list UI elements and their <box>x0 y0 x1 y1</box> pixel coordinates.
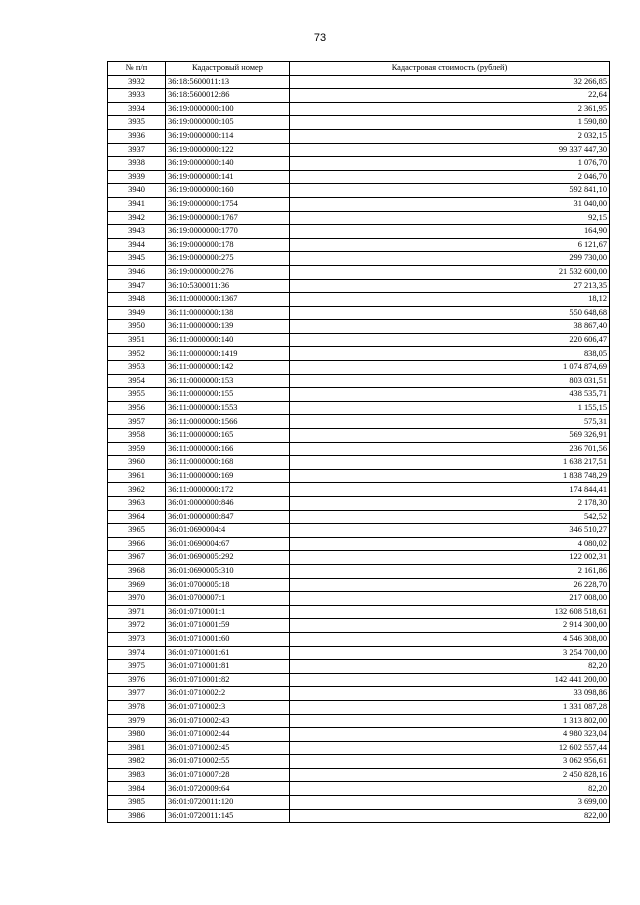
cadastral-number: 36:01:0720011:145 <box>166 809 290 823</box>
row-number: 3936 <box>108 129 166 143</box>
cadastral-number: 36:01:0710002:55 <box>166 755 290 769</box>
table-row <box>108 374 610 388</box>
row-number: 3958 <box>108 429 166 443</box>
header-cadastral-number: Кадастровый номер <box>166 62 290 76</box>
row-number: 3956 <box>108 401 166 415</box>
cadastral-value: 122 002,31 <box>290 551 610 565</box>
cadastral-number: 36:01:0710001:81 <box>166 660 290 674</box>
cadastral-number: 36:11:0000000:168 <box>166 456 290 470</box>
row-number: 3942 <box>108 211 166 225</box>
table-row <box>108 714 610 728</box>
row-number: 3955 <box>108 388 166 402</box>
cadastral-number: 36:11:0000000:169 <box>166 469 290 483</box>
cadastral-value: 592 841,10 <box>290 184 610 198</box>
cadastral-number: 36:01:0720009:64 <box>166 782 290 796</box>
cadastral-value: 1 313 802,00 <box>290 714 610 728</box>
row-number: 3986 <box>108 809 166 823</box>
cadastral-number: 36:01:0000000:846 <box>166 497 290 511</box>
cadastral-number: 36:19:0000000:105 <box>166 116 290 130</box>
cadastral-value: 2 450 828,16 <box>290 768 610 782</box>
cadastral-value: 99 337 447,30 <box>290 143 610 157</box>
cadastral-number: 36:01:0700007:1 <box>166 592 290 606</box>
table-row <box>108 605 610 619</box>
table-row <box>108 211 610 225</box>
cadastral-number: 36:01:0710002:44 <box>166 728 290 742</box>
cadastral-value: 142 441 200,00 <box>290 673 610 687</box>
table-row <box>108 524 610 538</box>
table-row <box>108 388 610 402</box>
table-row <box>108 741 610 755</box>
cadastral-value: 21 532 600,00 <box>290 265 610 279</box>
table-row <box>108 197 610 211</box>
cadastral-value: 4 080,02 <box>290 537 610 551</box>
table-row <box>108 116 610 130</box>
cadastral-number: 36:11:0000000:166 <box>166 442 290 456</box>
cadastral-number: 36:01:0710002:2 <box>166 687 290 701</box>
cadastral-value: 1 074 874,69 <box>290 361 610 375</box>
table-row <box>108 75 610 89</box>
table-row <box>108 333 610 347</box>
cadastral-value: 2 161,86 <box>290 564 610 578</box>
cadastral-value: 550 648,68 <box>290 306 610 320</box>
row-number: 3981 <box>108 741 166 755</box>
row-number: 3939 <box>108 170 166 184</box>
row-number: 3954 <box>108 374 166 388</box>
cadastral-value: 22,64 <box>290 89 610 103</box>
table-row <box>108 306 610 320</box>
row-number: 3945 <box>108 252 166 266</box>
cadastral-number: 36:11:0000000:1553 <box>166 401 290 415</box>
cadastral-value: 164,90 <box>290 225 610 239</box>
cadastral-value: 217 008,00 <box>290 592 610 606</box>
cadastral-number: 36:11:0000000:172 <box>166 483 290 497</box>
table-row <box>108 768 610 782</box>
table-row <box>108 809 610 823</box>
row-number: 3951 <box>108 333 166 347</box>
cadastral-number: 36:01:0710001:61 <box>166 646 290 660</box>
row-number: 3946 <box>108 265 166 279</box>
row-number: 3960 <box>108 456 166 470</box>
row-number: 3944 <box>108 238 166 252</box>
table-row <box>108 660 610 674</box>
cadastral-number: 36:18:5600011:13 <box>166 75 290 89</box>
table-row <box>108 782 610 796</box>
row-number: 3938 <box>108 157 166 171</box>
row-number: 3950 <box>108 320 166 334</box>
table-row <box>108 184 610 198</box>
table-row <box>108 592 610 606</box>
table-row <box>108 252 610 266</box>
row-number: 3982 <box>108 755 166 769</box>
row-number: 3947 <box>108 279 166 293</box>
cadastral-number: 36:19:0000000:1767 <box>166 211 290 225</box>
table-body <box>108 75 610 823</box>
cadastral-value: 3 062 956,61 <box>290 755 610 769</box>
cadastral-value: 27 213,35 <box>290 279 610 293</box>
row-number: 3965 <box>108 524 166 538</box>
row-number: 3968 <box>108 564 166 578</box>
cadastral-value: 1 155,15 <box>290 401 610 415</box>
row-number: 3963 <box>108 497 166 511</box>
row-number: 3952 <box>108 347 166 361</box>
row-number: 3979 <box>108 714 166 728</box>
cadastral-number: 36:10:5300011:36 <box>166 279 290 293</box>
cadastral-number: 36:11:0000000:142 <box>166 361 290 375</box>
cadastral-value: 822,00 <box>290 809 610 823</box>
cadastral-number: 36:01:0710001:1 <box>166 605 290 619</box>
cadastral-value: 838,05 <box>290 347 610 361</box>
table-row <box>108 157 610 171</box>
cadastral-value: 12 602 557,44 <box>290 741 610 755</box>
row-number: 3937 <box>108 143 166 157</box>
cadastral-value: 132 608 518,61 <box>290 605 610 619</box>
cadastral-number: 36:01:0710002:43 <box>166 714 290 728</box>
table-row <box>108 442 610 456</box>
cadastral-number: 36:11:0000000:1566 <box>166 415 290 429</box>
cadastral-value: 31 040,00 <box>290 197 610 211</box>
cadastral-value: 82,20 <box>290 660 610 674</box>
cadastral-value: 2 361,95 <box>290 102 610 116</box>
cadastral-value: 1 638 217,51 <box>290 456 610 470</box>
table-row <box>108 497 610 511</box>
table-row <box>108 796 610 810</box>
row-number: 3957 <box>108 415 166 429</box>
cadastral-value: 3 699,00 <box>290 796 610 810</box>
header-cadastral-value: Кадастровая стоимость (рублей) <box>290 62 610 76</box>
cadastral-number: 36:19:0000000:114 <box>166 129 290 143</box>
cadastral-value: 92,15 <box>290 211 610 225</box>
table-row <box>108 102 610 116</box>
cadastral-number: 36:19:0000000:140 <box>166 157 290 171</box>
table-row <box>108 279 610 293</box>
row-number: 3967 <box>108 551 166 565</box>
cadastral-number: 36:19:0000000:100 <box>166 102 290 116</box>
cadastral-value: 18,12 <box>290 293 610 307</box>
table-row <box>108 578 610 592</box>
cadastral-value: 575,31 <box>290 415 610 429</box>
row-number: 3940 <box>108 184 166 198</box>
row-number: 3978 <box>108 700 166 714</box>
table-row <box>108 632 610 646</box>
table-row <box>108 673 610 687</box>
cadastral-number: 36:19:0000000:275 <box>166 252 290 266</box>
table-row <box>108 700 610 714</box>
row-number: 3970 <box>108 592 166 606</box>
cadastral-number: 36:01:0690005:292 <box>166 551 290 565</box>
header-row <box>108 62 610 76</box>
cadastral-value: 33 098,86 <box>290 687 610 701</box>
cadastral-number: 36:19:0000000:122 <box>166 143 290 157</box>
table-row <box>108 456 610 470</box>
cadastral-value: 38 867,40 <box>290 320 610 334</box>
row-number: 3977 <box>108 687 166 701</box>
table-row <box>108 129 610 143</box>
row-number: 3935 <box>108 116 166 130</box>
table-row <box>108 143 610 157</box>
table-row <box>108 361 610 375</box>
cadastral-value: 6 121,67 <box>290 238 610 252</box>
table-row <box>108 265 610 279</box>
table-header <box>108 62 610 76</box>
table-row <box>108 401 610 415</box>
cadastral-value: 236 701,56 <box>290 442 610 456</box>
table-row <box>108 619 610 633</box>
cadastral-value: 438 535,71 <box>290 388 610 402</box>
cadastral-number: 36:11:0000000:138 <box>166 306 290 320</box>
table-row <box>108 415 610 429</box>
row-number: 3962 <box>108 483 166 497</box>
row-number: 3966 <box>108 537 166 551</box>
cadastral-number: 36:19:0000000:276 <box>166 265 290 279</box>
cadastral-value: 1 331 087,28 <box>290 700 610 714</box>
cadastral-number: 36:01:0710002:45 <box>166 741 290 755</box>
table-row <box>108 755 610 769</box>
cadastral-value: 542,52 <box>290 510 610 524</box>
row-number: 3941 <box>108 197 166 211</box>
table-row <box>108 483 610 497</box>
row-number: 3973 <box>108 632 166 646</box>
table-row <box>108 469 610 483</box>
table-row <box>108 320 610 334</box>
cadastral-value: 346 510,27 <box>290 524 610 538</box>
page-number: 73 <box>313 32 327 44</box>
cadastral-number: 36:18:5600012:86 <box>166 89 290 103</box>
row-number: 3969 <box>108 578 166 592</box>
table-row <box>108 429 610 443</box>
cadastral-number: 36:11:0000000:153 <box>166 374 290 388</box>
table-row <box>108 551 610 565</box>
cadastral-number: 36:11:0000000:139 <box>166 320 290 334</box>
row-number: 3980 <box>108 728 166 742</box>
cadastral-number: 36:11:0000000:165 <box>166 429 290 443</box>
cadastral-value: 2 032,15 <box>290 129 610 143</box>
table-row <box>108 510 610 524</box>
cadastral-number: 36:11:0000000:140 <box>166 333 290 347</box>
row-number: 3953 <box>108 361 166 375</box>
cadastral-value-table <box>107 61 610 823</box>
cadastral-number: 36:01:0700005:18 <box>166 578 290 592</box>
row-number: 3972 <box>108 619 166 633</box>
cadastral-number: 36:11:0000000:1419 <box>166 347 290 361</box>
row-number: 3964 <box>108 510 166 524</box>
cadastral-value: 1 076,70 <box>290 157 610 171</box>
row-number: 3974 <box>108 646 166 660</box>
row-number: 3948 <box>108 293 166 307</box>
table-row <box>108 170 610 184</box>
cadastral-value: 803 031,51 <box>290 374 610 388</box>
cadastral-value: 82,20 <box>290 782 610 796</box>
row-number: 3961 <box>108 469 166 483</box>
cadastral-value: 32 266,85 <box>290 75 610 89</box>
table-row <box>108 537 610 551</box>
cadastral-number: 36:11:0000000:1367 <box>166 293 290 307</box>
cadastral-number: 36:01:0690004:4 <box>166 524 290 538</box>
cadastral-number: 36:01:0690005:310 <box>166 564 290 578</box>
cadastral-number: 36:01:0710002:3 <box>166 700 290 714</box>
row-number: 3959 <box>108 442 166 456</box>
table-row <box>108 293 610 307</box>
cadastral-value: 4 546 308,00 <box>290 632 610 646</box>
cadastral-value: 26 228,70 <box>290 578 610 592</box>
cadastral-value: 569 326,91 <box>290 429 610 443</box>
table-row <box>108 687 610 701</box>
table-row <box>108 225 610 239</box>
cadastral-number: 36:01:0720011:120 <box>166 796 290 810</box>
row-number: 3985 <box>108 796 166 810</box>
row-number: 3949 <box>108 306 166 320</box>
cadastral-value: 4 980 323,04 <box>290 728 610 742</box>
header-row-number: № п/п <box>108 62 166 76</box>
table-row <box>108 564 610 578</box>
cadastral-number: 36:19:0000000:1770 <box>166 225 290 239</box>
cadastral-number: 36:01:0710001:82 <box>166 673 290 687</box>
cadastral-value: 1 590,80 <box>290 116 610 130</box>
row-number: 3983 <box>108 768 166 782</box>
table-row <box>108 347 610 361</box>
row-number: 3984 <box>108 782 166 796</box>
table-row <box>108 89 610 103</box>
row-number: 3943 <box>108 225 166 239</box>
table-row <box>108 728 610 742</box>
cadastral-value: 299 730,00 <box>290 252 610 266</box>
cadastral-value: 220 606,47 <box>290 333 610 347</box>
cadastral-number: 36:01:0690004:67 <box>166 537 290 551</box>
cadastral-number: 36:19:0000000:1754 <box>166 197 290 211</box>
cadastral-value: 2 178,30 <box>290 497 610 511</box>
cadastral-number: 36:19:0000000:141 <box>166 170 290 184</box>
row-number: 3971 <box>108 605 166 619</box>
cadastral-number: 36:19:0000000:160 <box>166 184 290 198</box>
table-row <box>108 646 610 660</box>
row-number: 3975 <box>108 660 166 674</box>
cadastral-value: 3 254 700,00 <box>290 646 610 660</box>
row-number: 3934 <box>108 102 166 116</box>
cadastral-number: 36:11:0000000:155 <box>166 388 290 402</box>
cadastral-number: 36:01:0710007:28 <box>166 768 290 782</box>
row-number: 3932 <box>108 75 166 89</box>
cadastral-value: 174 844,41 <box>290 483 610 497</box>
cadastral-number: 36:01:0000000:847 <box>166 510 290 524</box>
cadastral-number: 36:01:0710001:60 <box>166 632 290 646</box>
row-number: 3933 <box>108 89 166 103</box>
table-row <box>108 238 610 252</box>
row-number: 3976 <box>108 673 166 687</box>
cadastral-number: 36:19:0000000:178 <box>166 238 290 252</box>
cadastral-value: 2 046,70 <box>290 170 610 184</box>
cadastral-number: 36:01:0710001:59 <box>166 619 290 633</box>
cadastral-value: 1 838 748,29 <box>290 469 610 483</box>
cadastral-value: 2 914 300,00 <box>290 619 610 633</box>
